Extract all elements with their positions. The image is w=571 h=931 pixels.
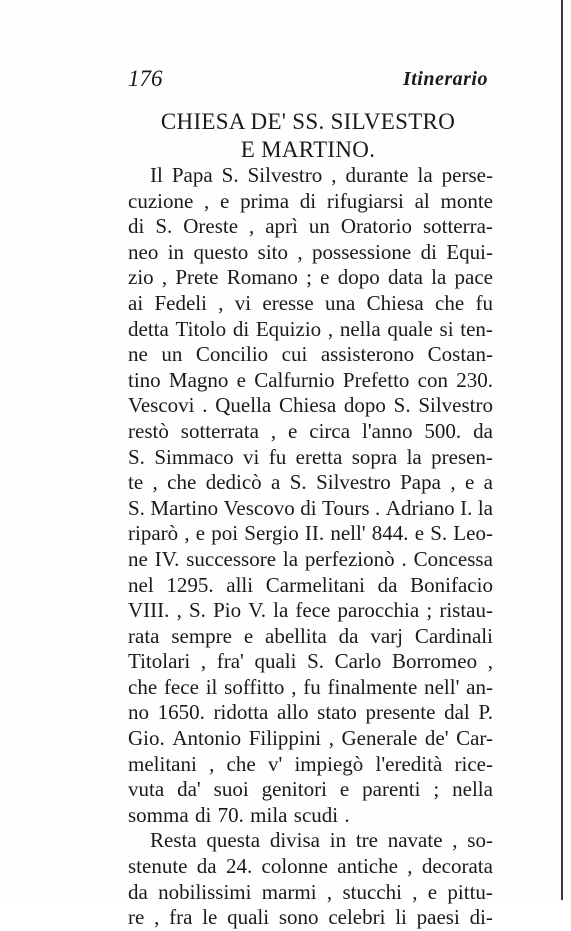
text-line bbox=[128, 291, 493, 317]
text-word: che bbox=[435, 290, 465, 315]
text-word: . bbox=[401, 546, 407, 571]
text-word: . bbox=[202, 393, 208, 418]
text-line bbox=[128, 521, 493, 547]
text-word: scudi bbox=[293, 802, 339, 827]
text-word: sito bbox=[257, 239, 289, 264]
text-word: . bbox=[375, 495, 381, 520]
text-word: vi bbox=[243, 444, 260, 469]
text-word: , bbox=[331, 163, 337, 187]
text-word: Filippini bbox=[248, 726, 322, 751]
text-word: VIII. bbox=[128, 598, 170, 623]
text-word: e bbox=[236, 367, 246, 392]
text-word: con bbox=[417, 367, 448, 392]
text-word: , bbox=[154, 905, 160, 930]
text-word: stenute bbox=[128, 854, 188, 879]
text-word: e bbox=[464, 470, 475, 495]
text-word: perse- bbox=[441, 163, 493, 187]
text-line bbox=[128, 752, 493, 778]
text-word: nobilissimi bbox=[158, 879, 252, 904]
text-word: navate bbox=[387, 828, 443, 853]
text-word: il bbox=[205, 674, 218, 699]
text-word: paesi bbox=[416, 905, 460, 930]
text-word: Silvestro bbox=[247, 163, 323, 187]
text-word: soffitto bbox=[224, 674, 285, 699]
text-line bbox=[128, 777, 493, 803]
text-word: la bbox=[273, 598, 289, 623]
text-line bbox=[128, 803, 493, 829]
text-line bbox=[128, 163, 493, 189]
text-word: , bbox=[204, 188, 210, 213]
text-word: fu bbox=[475, 290, 493, 315]
text-word: P. bbox=[478, 700, 493, 725]
text-word: re bbox=[128, 905, 145, 930]
text-word: nella bbox=[452, 777, 493, 802]
text-word: ; bbox=[426, 598, 433, 623]
text-word: la bbox=[431, 265, 447, 290]
text-word: la bbox=[406, 444, 422, 469]
text-word: rifugiarsi bbox=[326, 188, 404, 213]
text-word: questo bbox=[193, 239, 249, 264]
text-word: marmi bbox=[261, 879, 317, 904]
text-line bbox=[128, 470, 493, 496]
text-word: parocchia bbox=[337, 598, 420, 623]
text-word: Pio bbox=[213, 598, 242, 623]
text-word: , bbox=[291, 674, 297, 699]
text-word: ai bbox=[128, 290, 144, 315]
text-word: e bbox=[414, 521, 425, 546]
text-word: a bbox=[483, 470, 493, 495]
text-word: un bbox=[161, 342, 183, 367]
text-word: Titolo bbox=[175, 316, 227, 341]
text-word: sempre bbox=[171, 623, 232, 648]
text-word: . bbox=[344, 802, 350, 827]
text-word: fra bbox=[169, 905, 193, 930]
text-word: un bbox=[308, 214, 330, 239]
text-word: , bbox=[326, 879, 333, 904]
text-word: Borromeo bbox=[391, 649, 478, 674]
text-word: e bbox=[320, 265, 330, 290]
text-word: , bbox=[184, 521, 190, 546]
text-word: fu bbox=[268, 444, 287, 469]
text-word: si bbox=[439, 316, 454, 341]
text-word: restò bbox=[128, 418, 169, 443]
text-word: Bonifacio bbox=[410, 572, 493, 597]
text-word: pittu- bbox=[447, 879, 493, 904]
text-word: circa bbox=[309, 418, 351, 443]
text-word: Martino bbox=[150, 495, 219, 520]
text-word: successore bbox=[186, 546, 277, 571]
text-word: no bbox=[128, 700, 149, 725]
text-word: stucchi bbox=[342, 879, 402, 904]
text-word: Simmaco bbox=[154, 444, 234, 469]
text-word: Chiesa bbox=[278, 393, 337, 418]
text-word: ; bbox=[306, 265, 312, 290]
text-word: 844. bbox=[371, 521, 409, 546]
text-word: Titolari bbox=[128, 649, 191, 674]
text-word: de' bbox=[424, 726, 449, 751]
text-word: cuzione bbox=[128, 188, 194, 213]
text-word: ridotta bbox=[213, 700, 269, 725]
text-word: detta bbox=[128, 316, 169, 341]
text-word: quali bbox=[254, 649, 297, 674]
text-word: la bbox=[417, 163, 433, 187]
text-word: Leo- bbox=[453, 521, 493, 546]
text-word: suoi bbox=[213, 777, 249, 802]
text-word: a bbox=[271, 470, 281, 495]
text-word: abellita bbox=[265, 623, 327, 648]
text-line bbox=[128, 342, 493, 368]
text-word: ne bbox=[128, 546, 148, 571]
text-word: neo bbox=[128, 239, 159, 264]
text-word: sotterra- bbox=[422, 214, 493, 239]
text-word: e bbox=[427, 879, 438, 904]
text-word: da bbox=[128, 879, 148, 904]
text-line bbox=[128, 854, 493, 880]
text-word: V. bbox=[248, 598, 266, 623]
text-word: in bbox=[167, 239, 185, 264]
text-word: , bbox=[412, 879, 418, 904]
text-word: e bbox=[339, 777, 350, 802]
text-word: assisterono bbox=[320, 342, 415, 367]
text-word: , bbox=[452, 828, 458, 853]
text-word: , bbox=[218, 290, 224, 315]
text-word: , bbox=[200, 649, 207, 674]
text-word: an- bbox=[466, 674, 493, 699]
text-word: S. bbox=[289, 470, 307, 495]
text-word: celebri bbox=[328, 905, 386, 930]
text-line bbox=[128, 880, 493, 906]
text-word: Generale bbox=[341, 726, 418, 751]
text-line bbox=[128, 700, 493, 726]
text-word: Costan- bbox=[427, 342, 493, 367]
text-word: IV. bbox=[154, 546, 180, 571]
text-word: S. bbox=[188, 598, 206, 623]
text-word: mila bbox=[250, 802, 288, 827]
text-word: vi bbox=[234, 290, 252, 315]
text-word: da bbox=[196, 854, 217, 879]
text-word: l'anno bbox=[362, 418, 413, 443]
text-word: eresse bbox=[262, 290, 314, 315]
text-line bbox=[128, 573, 493, 599]
text-word: che bbox=[226, 751, 256, 776]
text-word: Vescovi bbox=[128, 393, 195, 418]
text-word: tino bbox=[128, 367, 161, 392]
text-word: Resta bbox=[150, 828, 197, 853]
text-word: nell' bbox=[330, 521, 366, 546]
text-word: , bbox=[328, 726, 334, 751]
text-word: e bbox=[220, 188, 230, 213]
text-word: , bbox=[176, 598, 182, 623]
text-word: parenti bbox=[362, 777, 421, 802]
text-word: nell' bbox=[424, 674, 460, 699]
text-word: , bbox=[487, 649, 493, 674]
text-word: l'eredità bbox=[375, 751, 443, 776]
text-word: S. bbox=[155, 214, 173, 239]
text-word: possessione bbox=[312, 239, 412, 264]
text-word: divisa bbox=[269, 828, 320, 853]
text-word: sotterrata bbox=[180, 418, 259, 443]
text-line bbox=[128, 240, 493, 266]
text-word: pace bbox=[454, 265, 493, 290]
text-word: colonne bbox=[261, 854, 328, 879]
text-word: rata bbox=[128, 623, 160, 648]
text-line bbox=[128, 905, 493, 931]
text-word: 230. bbox=[456, 367, 493, 392]
text-line bbox=[128, 726, 493, 752]
text-word: Chiesa bbox=[366, 290, 424, 315]
text-word: , bbox=[152, 470, 158, 495]
text-word: di bbox=[420, 239, 437, 264]
text-word: , bbox=[270, 418, 277, 443]
chapter-title-line-1: CHIESA DE' SS. SILVESTRO bbox=[160, 109, 456, 134]
text-word: Tours bbox=[322, 495, 370, 520]
text-word: eretta bbox=[295, 444, 343, 469]
text-word: da bbox=[377, 572, 398, 597]
text-word: che bbox=[128, 674, 158, 699]
text-word: la bbox=[477, 495, 493, 520]
text-word: finalmente bbox=[327, 674, 418, 699]
text-word: da bbox=[473, 418, 493, 443]
text-word: Quella bbox=[215, 393, 272, 418]
text-word: Il bbox=[150, 163, 163, 187]
page-edge-line bbox=[561, 0, 563, 900]
text-word: sopra bbox=[351, 444, 398, 469]
text-word: Oreste bbox=[183, 214, 239, 239]
text-word: questa bbox=[206, 828, 261, 853]
text-word: presente bbox=[365, 700, 436, 725]
text-line bbox=[128, 598, 493, 624]
text-word: , bbox=[297, 239, 303, 264]
text-word: dal bbox=[444, 700, 470, 725]
text-word: di bbox=[299, 188, 317, 213]
text-line bbox=[128, 189, 493, 215]
text-word: I. bbox=[460, 495, 473, 520]
text-word: e bbox=[243, 623, 254, 648]
text-word: so- bbox=[467, 828, 493, 853]
text-word: di bbox=[128, 214, 145, 239]
text-word: nel bbox=[128, 572, 154, 597]
text-word: , bbox=[407, 854, 413, 879]
text-word: che bbox=[167, 470, 197, 495]
text-word: e bbox=[195, 521, 206, 546]
text-word: Silvestro bbox=[316, 470, 391, 495]
text-word: Papa bbox=[171, 163, 213, 187]
text-line bbox=[128, 649, 493, 675]
text-word: Sergio bbox=[244, 521, 299, 546]
text-word: S. bbox=[430, 521, 448, 546]
text-word: li bbox=[395, 905, 407, 930]
text-word: Antonio bbox=[172, 726, 242, 751]
text-word: varj bbox=[370, 623, 403, 648]
text-word: te bbox=[128, 470, 144, 495]
text-word: S. bbox=[128, 495, 145, 520]
text-word: le bbox=[202, 905, 218, 930]
text-word: , bbox=[327, 316, 334, 341]
chapter-title-line-2: E MARTINO. bbox=[240, 137, 376, 162]
text-word: Concessa bbox=[413, 546, 493, 571]
text-word: somma bbox=[128, 802, 189, 827]
text-word: decorata bbox=[421, 854, 493, 879]
text-word: Romano bbox=[226, 265, 298, 290]
text-word: S. bbox=[307, 649, 325, 674]
text-line bbox=[128, 265, 493, 291]
text-word: fece bbox=[295, 598, 331, 623]
text-word: allo bbox=[277, 700, 309, 725]
text-word: quale bbox=[387, 316, 433, 341]
text-line bbox=[128, 368, 493, 394]
text-word: Magno bbox=[168, 367, 229, 392]
page-number: 176 bbox=[128, 66, 163, 91]
body-text bbox=[128, 163, 493, 931]
text-word: zio bbox=[128, 265, 154, 290]
text-word: Vescovo bbox=[223, 495, 295, 520]
text-word: Silvestro bbox=[418, 393, 493, 418]
text-word: data bbox=[387, 265, 423, 290]
text-word: Oratorio bbox=[340, 214, 412, 239]
text-word: ristau- bbox=[439, 598, 493, 623]
text-word: quali bbox=[227, 905, 270, 930]
text-word: S. bbox=[221, 163, 239, 187]
text-word: Prefetto bbox=[342, 367, 410, 392]
text-word: , bbox=[161, 265, 168, 290]
text-line bbox=[128, 445, 493, 471]
text-word: , bbox=[450, 470, 456, 495]
text-word: melitani bbox=[128, 751, 197, 776]
text-word: di bbox=[300, 495, 317, 520]
text-word: aprì bbox=[265, 214, 298, 239]
text-line bbox=[128, 214, 493, 240]
text-word: antiche bbox=[337, 854, 398, 879]
text-word: sono bbox=[278, 905, 319, 930]
text-word: Fedeli bbox=[154, 290, 207, 315]
text-word: Adriano bbox=[385, 495, 455, 520]
text-word: 1650. bbox=[157, 700, 205, 725]
text-line bbox=[128, 675, 493, 701]
text-word: Equizio bbox=[255, 316, 322, 341]
text-word: da' bbox=[177, 777, 201, 802]
text-line bbox=[128, 496, 493, 522]
text-word: 1295. bbox=[166, 572, 214, 597]
text-word: una bbox=[324, 290, 356, 315]
text-word: S. bbox=[128, 444, 145, 469]
text-word: impiegò bbox=[294, 751, 364, 776]
text-word: fu bbox=[303, 674, 321, 699]
text-line bbox=[128, 624, 493, 650]
text-word: dopo bbox=[337, 265, 380, 290]
text-word: ten- bbox=[460, 316, 493, 341]
text-line bbox=[128, 828, 493, 854]
text-word: alli bbox=[226, 572, 254, 597]
text-word: Prete bbox=[175, 265, 219, 290]
text-word: , bbox=[209, 751, 215, 776]
text-word: di bbox=[194, 802, 212, 827]
text-line bbox=[128, 547, 493, 573]
text-word: Cardinali bbox=[414, 623, 493, 648]
text-word: al bbox=[414, 188, 430, 213]
text-line bbox=[128, 419, 493, 445]
text-word: dedicò bbox=[205, 470, 262, 495]
text-word: Equi- bbox=[446, 239, 493, 264]
text-word: Carlo bbox=[334, 649, 382, 674]
page-header bbox=[128, 66, 488, 96]
text-word: prima bbox=[240, 188, 290, 213]
text-word: la bbox=[282, 546, 299, 571]
text-word: in bbox=[329, 828, 347, 853]
text-word: S. bbox=[393, 393, 411, 418]
text-word: di- bbox=[469, 905, 493, 930]
text-word: durante bbox=[345, 163, 409, 187]
text-line bbox=[128, 317, 493, 343]
text-word: presen- bbox=[431, 444, 493, 469]
text-word: ne bbox=[128, 342, 148, 367]
text-word: fece bbox=[163, 674, 199, 699]
text-word: nella bbox=[339, 316, 381, 341]
text-word: riparò bbox=[128, 521, 179, 546]
text-word: stato bbox=[317, 700, 357, 725]
text-word: vuta bbox=[128, 777, 165, 802]
text-word: v' bbox=[267, 751, 283, 776]
chapter-title bbox=[128, 108, 488, 164]
text-word: 500. bbox=[424, 418, 462, 443]
text-word: monte bbox=[440, 188, 493, 213]
text-word: fra' bbox=[216, 649, 244, 674]
text-word: tre bbox=[355, 828, 378, 853]
text-word: cui bbox=[281, 342, 308, 367]
text-word: II. bbox=[304, 521, 325, 546]
text-word: 70. bbox=[217, 802, 244, 827]
text-word: Car- bbox=[456, 726, 493, 751]
text-word: Carmelitani bbox=[265, 572, 365, 597]
text-line bbox=[128, 393, 493, 419]
text-word: 24. bbox=[225, 854, 253, 879]
text-word: poi bbox=[211, 521, 239, 546]
text-word: Papa bbox=[400, 470, 441, 495]
text-word: Gio. bbox=[128, 726, 165, 751]
text-word: Concilio bbox=[195, 342, 269, 367]
text-word: da bbox=[338, 623, 359, 648]
text-word: Calfurnio bbox=[254, 367, 335, 392]
text-word: ; bbox=[433, 777, 440, 802]
text-word: rice- bbox=[454, 751, 493, 776]
text-word: , bbox=[249, 214, 255, 239]
text-word: perfezionò bbox=[304, 546, 395, 571]
text-word: dopo bbox=[343, 393, 386, 418]
text-word: genitori bbox=[261, 777, 327, 802]
text-word: e bbox=[288, 418, 298, 443]
running-head: Itinerario bbox=[402, 68, 488, 90]
text-word: di bbox=[232, 316, 250, 341]
